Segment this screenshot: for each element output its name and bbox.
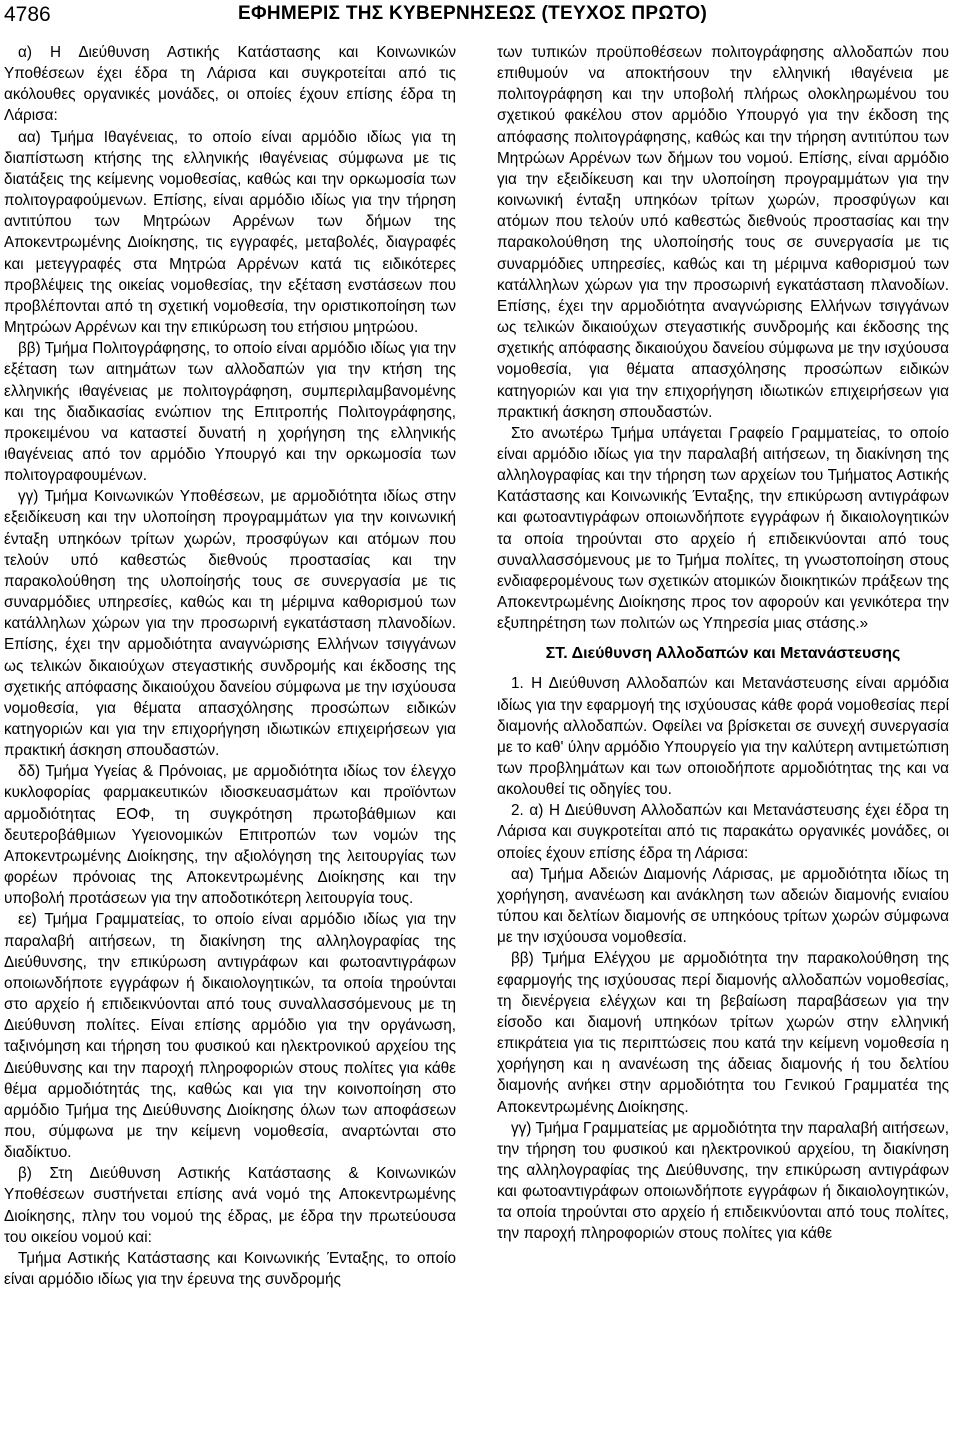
page-header xyxy=(0,0,960,36)
paragraph: δδ) Τμήμα Υγείας & Πρόνοιας, με αρμοδιότητα ιδίως τον έλεγχο κυκλοφορίας φαρμακευτικών ιδιοσκευασμάτων και προϊόντων αρμοδιότητας ΕΟΦ, τη συγκρότηση πρωτοβάθμιων και δευτεροβάθμιων Υγειονομικών Επιτροπών των νομών της Αποκεντρωμένης Διοίκησης, την αξιολόγηση της λειτουργίας των φορέων πρόνοιας της Αποκεντρωμένης Διοίκησης και την υποβολή προτάσεων για την αποδοτικότερη λειτουργία τους. xyxy=(4,763,456,908)
paragraph: Στο ανωτέρω Τμήμα υπάγεται Γραφείο Γραμματείας, το οποίο είναι αρμόδιο ιδίως για την παραλαβή αιτήσεων, τη διακίνηση της αλληλογραφίας και την τήρηση των αρχείων του Τμήματος Αστικής Κατάστασης και Κοινωνικής Ένταξης, την επικύρωση αντιγράφων και φωτοαντιγράφων οποιωνδήποτε εγγράφων ή δικαιολογητικών τα οποία τηρούνται στο αρχείο ή επιδεικνύονται από τους συναλλασσόμενους με το Τμήμα πολίτες, τη γνωστοποίηση στους ενδιαφερομένους των σχετικών ατομικών διοικητικών πράξεων της Αποκεντρωμένης Διοίκησης προς τον αφορούν και γενικότερα την εξυπηρέτηση των πολιτών ως Υπηρεσία μιας στάσης.» xyxy=(497,424,949,633)
paragraph: των τυπικών προϋποθέσεων πολιτογράφησης αλλοδαπών που επιθυμούν να αποκτήσουν την ελληνική ιθαγένεια με πολιτογράφηση και την υποβολή πλήρως ολοκληρωμένου του σχετικού φακέλου στον αρμόδιο Υπουργό για την έκδοση της απόφασης πολιτογράφησης, καθώς και την τήρηση αντιτύπου των Μητρώων Αρρένων των δήμων του νομού. Επίσης, είναι αρμόδιο για την εξειδίκευση και την υλοποίηση προγραμμάτων για την κοινωνική ένταξη υπηκόων τρίτων χωρών, προσφύγων και ατόμων που τελούν υπό καθεστώς διεθνούς προστασίας και την παρακολούθηση της υλοποίησής τους σε συνεργασία με τις συναρμόδιες υπηρεσίες, καθώς και τη μέριμνα καθορισμού των κατάλληλων χώρων για την προσωρινή εγκατάσταση πλανοδίων. Επίσης, έχει την αρμοδιότητα αναγνώρισης Ελλήνων τσιγγάνων ως τελικών δικαιούχων στεγαστικής συνδρομής και έκδοσης της σχετικής απόφασης δικαιούχου δανείου σύμφωνα με την ισχύουσα νομοθεσία, για θέματα απασχόλησης προσώπων ειδικών κατηγοριών και για την επιχορήγηση ιδιωτικών επιχειρήσεων για πρακτική άσκηση σπουδαστών. xyxy=(497,44,949,421)
right-column xyxy=(497,42,949,1245)
paragraph: α) Η Διεύθυνση Αστικής Κατάστασης και Κοινωνικών Υποθέσεων έχει έδρα τη Λάρισα και συγκροτείται από τις ακόλουθες οργανικές μονάδες, οι οποίες έχουν επίσης έδρα τη Λάρισα: xyxy=(4,44,456,125)
paragraph: αα) Τμήμα Ιθαγένειας, το οποίο είναι αρμόδιο ιδίως για τη διαπίστωση κτήσης της ελληνικής ιθαγένειας σύμφωνα με τις διατάξεις της κείμενης νομοθεσίας, καθώς και την ορκωμοσία των πολιτογραφούμενων. Επίσης, είναι αρμόδιο ιδίως για την τήρηση αντιτύπου των Μητρώων Αρρένων των δήμων της Αποκεντρωμένης Διοίκησης, τις εγγραφές, μεταβολές, διαγραφές και μετεγγραφές στα Μητρώα Αρρένων κατά τις ειδικότερες προβλέψεις της οικείας νομοθεσίας, την εξέταση ενστάσεων που προβλέπονται από τη σχετική νομοθεσία, την οριστικοποίηση των Μητρώων Αρρένων και την επικύρωση του ετήσιου μητρώου. xyxy=(4,128,456,337)
paragraph: εε) Τμήμα Γραμματείας, το οποίο είναι αρμόδιο ιδίως για την παραλαβή αιτήσεων, τη διακίνηση της αλληλογραφίας της Διεύθυνσης, την επικύρωση αντιγράφων και φωτοαντιγράφων οποιωνδήποτε εγγράφων ή δικαιολογητικών, τα οποία τηρούνται στο αρχείο ή επιδεικνύονται από τους συναλλασσόμενους με τη Διεύθυνση πολίτες. Είναι επίσης αρμόδιο για την οργάνωση, ταξινόμηση και τήρηση του φυσικού και ηλεκτρονικού αρχείου της Διεύθυνσης και την παροχή πληροφοριών στους πολίτες για κάθε θέμα αρμοδιότητάς της, καθώς και για την κοινοποίηση στο αρμόδιο Τμήμα της Διεύθυνσης Διοίκησης όλων των αποφάσεων που, σύμφωνα με την κείμενη νομοθεσία, αναρτώνται στο διαδίκτυο. xyxy=(4,911,456,1162)
paragraph: γγ) Τμήμα Κοινωνικών Υποθέσεων, με αρμοδιότητα ιδίως στην εξειδίκευση και την υλοποίηση προγραμμάτων για την κοινωνική ένταξη υπηκόων τρίτων χωρών, προσφύγων και ατόμων που τελούν υπό καθεστώς διεθνούς προστασίας και την παρακολούθηση της υλοποίησής τους σε συνεργασία με τις συναρμόδιες υπηρεσίες, καθώς και τη μέριμνα καθορισμού των κατάλληλων χώρων για την προσωρινή εγκατάσταση πλανοδίων. Επίσης, έχει την αρμοδιότητα αναγνώρισης Ελλήνων τσιγγάνων ως τελικών δικαιούχων στεγαστικής συνδρομής και έκδοσης της σχετικής απόφασης δικαιούχου δανείου σύμφωνα με την ισχύουσα νομοθεσία, για θέματα απασχόλησης προσώπων ειδικών κατηγοριών και για την επιχορήγηση ιδιωτικών επιχειρήσεων για πρακτική άσκηση σπουδαστών. xyxy=(4,488,456,760)
journal-title: ΕΦΗΜΕΡΙΣ ΤΗΣ ΚΥΒΕΡΝΗΣΕΩΣ (ΤΕΥΧΟΣ ΠΡΩΤΟ) xyxy=(238,3,708,24)
paragraph: αα) Τμήμα Αδειών Διαμονής Λάρισας, με αρμοδιότητα ιδίως τη χορήγηση, ανανέωση και ανάκληση των αδειών διαμονής ενιαίου τύπου και δελτίων διαμονής σε υπηκόους τρίτων χωρών σύμφωνα με την ισχύουσα νομοθεσία. xyxy=(497,865,949,947)
section-heading: ΣΤ. Διεύθυνση Αλλοδαπών και Μετανάστευσης xyxy=(545,645,901,663)
page-number: 4786 xyxy=(4,3,51,26)
paragraph: β) Στη Διεύθυνση Αστικής Κατάστασης & Κοινωνικών Υποθέσεων συστήνεται επίσης ανά νομό της Αποκεντρωμένης Διοίκησης, πλην του νομού της έδρας, με έδρα την πρωτεύουσα του οικείου νομού καi: xyxy=(4,1165,456,1246)
paragraph: γγ) Τμήμα Γραμματείας με αρμοδιότητα την παραλαβή αιτήσεων, την τήρηση του φυσικού και ηλεκτρονικού αρχείου, τη διακίνηση της αλληλογραφίας της Διεύθυνσης, την επικύρωση αντιγράφων και φωτοαντιγράφων οποιωνδήποτε εγγράφων ή δικαιολογητικών, τα οποία τηρούνται στο αρχείο ή επιδεικνύονται από τους πολίτες, την παροχή πληροφοριών στους πολίτες για κάθε xyxy=(497,1119,949,1243)
paragraph: 2. α) Η Διεύθυνση Αλλοδαπών και Μετανάστευσης έχει έδρα τη Λάρισα και συγκροτείται από τις παρακάτω οργανικές μονάδες, οι οποίες έχουν επίσης έδρα τη Λάρισα: xyxy=(497,802,949,862)
left-column xyxy=(4,42,456,1290)
paragraph: ββ) Τμήμα Ελέγχου με αρμοδιότητα την παρακολούθηση της εφαρμογής της ισχύουσας περί διαμονής αλλοδαπών νομοθεσίας, τη διενέργεια ελέγχων και τη βεβαίωση παραβάσεων για την είσοδο και διαμονή υπηκόων τρίτων χωρών στην ελληνική επικράτεια για τις περιπτώσεις που κατά την κείμενη νομοθεσία η χορήγηση και η ανανέωση της άδειας διαμονής ή του δελτίου διαμονής ανήκει στην αρμοδιότητα του Γενικού Γραμματέα της Αποκεντρωμένης Διοίκησης. xyxy=(497,950,949,1116)
paragraph: 1. Η Διεύθυνση Αλλοδαπών και Μετανάστευσης είναι αρμόδια ιδίως για την εφαρμογή της ισχύουσας κάθε φορά νομοθεσίας περί διαμονής αλλοδαπών. Οφείλει να βρίσκεται σε συνεχή συνεργασία με το καθ' ύλην αρμόδιο Υπουργείο για την καλύτερη αντιμετώπιση των προβλημάτων και των οποιοδήποτε αρμοδιότητας της και να ακολουθεί τις οδηγίες του. xyxy=(497,675,949,799)
paragraph: Τμήμα Αστικής Κατάστασης και Κοινωνικής Ένταξης, το οποίο είναι αρμόδιο ιδίως για την έρευνα της συνδρομής xyxy=(4,1249,456,1289)
paragraph: ββ) Τμήμα Πολιτογράφησης, το οποίο είναι αρμόδιο ιδίως για την εξέταση των αιτημάτων των αλλοδαπών για την κτήση της ελληνικής ιθαγένειας με πολιτογράφηση, συμπεριλαμβανομένης και της διαδικασίας ενώπιον της Επιτροπής Πολιτογράφησης, προκειμένου να καταστεί δυνατή η χορήγηση της ελληνικής ιθαγένειας από τον αρμόδιο Υπουργό και την ορκωμοσία των πολιτογραφουμένων. xyxy=(4,340,456,485)
